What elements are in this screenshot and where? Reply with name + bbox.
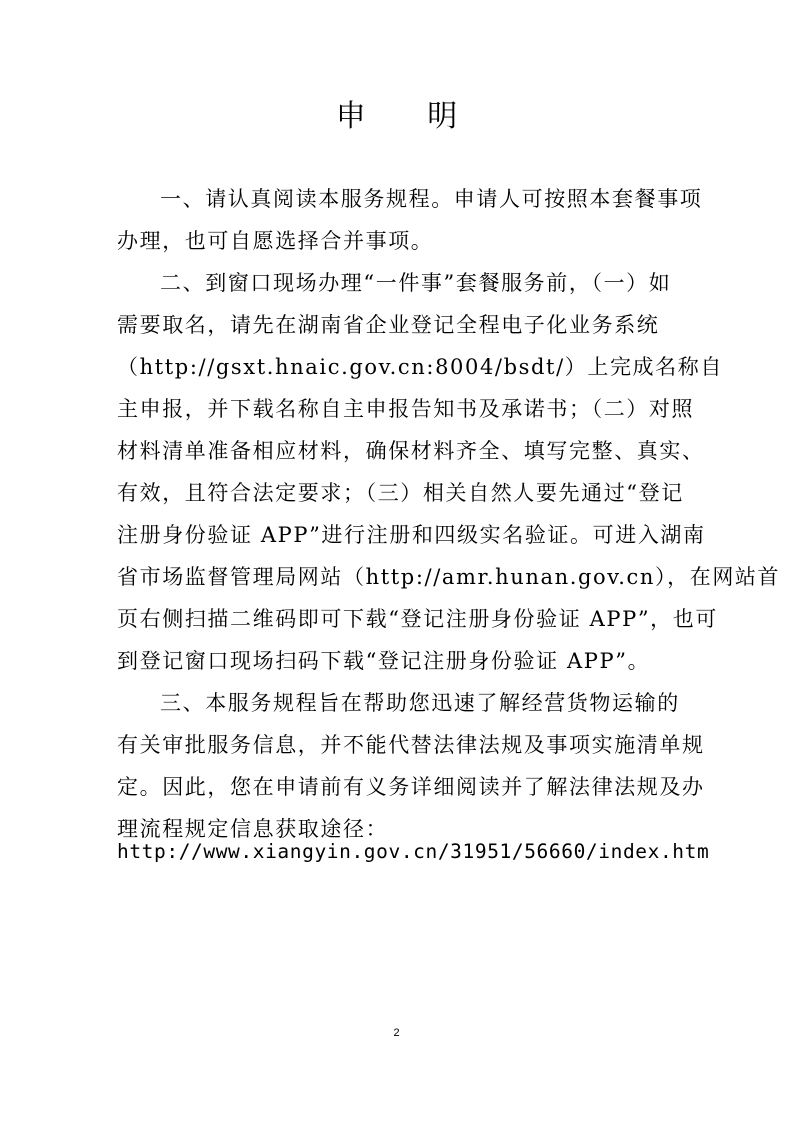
paragraph-3-line-1: 三、本服务规程旨在帮助您迅速了解经营货物运输的	[160, 691, 680, 715]
paragraph-2-line-3: （http://gsxt.hnaic.gov.cn:8004/bsdt/）上完成名称自	[117, 355, 723, 379]
paragraph-2-line-4: 主申报，并下载名称自主申报告知书及承诺书；（二）对照	[117, 397, 695, 421]
paragraph-1-line-1: 一、请认真阅读本服务规程。申请人可按照本套餐事项	[160, 187, 703, 211]
page-number: 2	[393, 1027, 400, 1039]
paragraph-2-line-5: 材料清单准备相应材料，确保材料齐全、填写完整、真实、	[117, 439, 705, 463]
paragraph-1-line-2: 办理，也可自愿选择合并事项。	[117, 229, 434, 253]
paragraph-2-line-2: 需要取名，请先在湖南省企业登记全程电子化业务系统	[117, 313, 660, 337]
reference-url: http://www.xiangyin.gov.cn/31951/56660/index.htm	[117, 840, 710, 863]
paragraph-3-line-4: 理流程规定信息获取途径：	[117, 817, 389, 841]
paragraph-3-line-3: 定。因此，您在申请前有义务详细阅读并了解法律法规及办	[117, 775, 705, 799]
paragraph-2-line-1: 二、到窗口现场办理“一件事”套餐服务前，（一）如	[160, 271, 672, 295]
paragraph-2-line-6: 有效，且符合法定要求；（三）相关自然人要先通过“登记	[117, 481, 684, 505]
paragraph-2-line-9: 页右侧扫描二维码即可下载“登记注册身份验证 APP”，也可	[117, 607, 718, 631]
paragraph-2-line-8: 省市场监督管理局网站（http://amr.hunan.gov.cn），在网站首	[117, 565, 781, 589]
paragraph-2-line-7: 注册身份验证 APP”进行注册和四级实名验证。可进入湖南	[117, 523, 706, 547]
paragraph-3-line-2: 有关审批服务信息，并不能代替法律法规及事项实施清单规	[117, 733, 705, 757]
document-title: 申 明	[335, 99, 484, 134]
paragraph-2-line-10: 到登记窗口现场扫码下载“登记注册身份验证 APP”。	[117, 649, 651, 673]
